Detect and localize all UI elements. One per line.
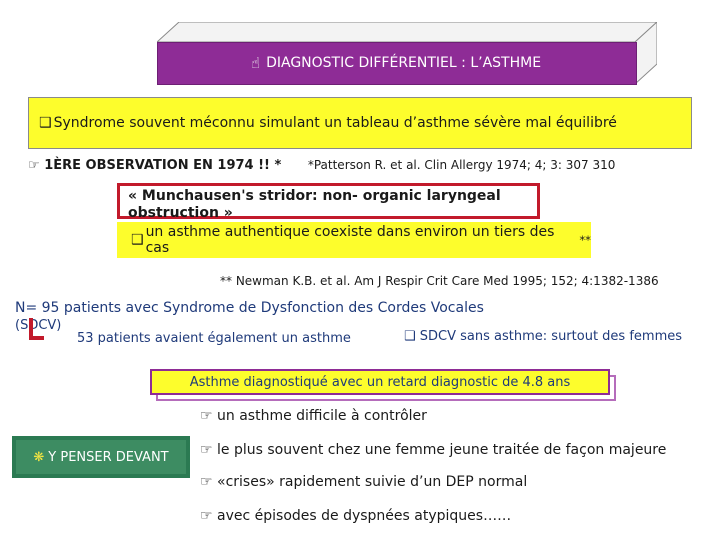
munchausen-quote-box — [117, 183, 540, 219]
title-text: DIAGNOSTIC DIFFÉRENTIEL : L’ASTHME — [266, 54, 542, 71]
title-box-side-face — [635, 22, 657, 84]
pointing-hand-icon: ☝ — [250, 53, 261, 72]
quote-text: « Munchausen's stridor: non- organic laryngeal obstruction » — [128, 188, 501, 221]
list-item — [200, 508, 511, 524]
patients-summary: N= 95 patients avec Syndrome de Dysfonction des Cordes Vocales — [15, 300, 484, 316]
pointer-icon: ☞ — [200, 442, 213, 458]
list-item — [200, 408, 427, 424]
star-icon: ❋ — [33, 449, 45, 465]
list-item-text: le plus souvent chez une femme jeune traitée de façon majeure — [217, 442, 667, 458]
footnote-mark: ** — [579, 233, 591, 247]
list-item — [200, 474, 527, 490]
pointer-icon: ☞ — [200, 408, 213, 424]
think-of-it-box — [16, 440, 186, 474]
list-item-text: un asthme difficile à contrôler — [217, 408, 427, 424]
diagnosis-delay-box — [150, 369, 610, 395]
bullet-symbol-icon: ❑ — [39, 115, 52, 131]
title-box-top-face — [157, 22, 657, 42]
bullet-symbol-icon: ❑ — [404, 329, 416, 344]
first-observation — [28, 158, 615, 173]
syndrome-text: Syndrome souvent méconnu simulant un tableau d’asthme sévère mal équilibré — [53, 115, 617, 131]
first-observation-text: 1ÈRE OBSERVATION EN 1974 !! * — [44, 158, 282, 173]
pointer-icon: ☞ — [200, 474, 213, 490]
think-of-it-text: Y PENSER DEVANT — [48, 449, 169, 465]
corner-arrow-icon — [28, 318, 44, 342]
pointer-icon: ☞ — [200, 508, 213, 524]
list-item-text: avec épisodes de dyspnées atypiques…… — [217, 508, 512, 524]
bullet-symbol-icon: ❑ — [131, 232, 144, 248]
asthma-coexists-text: un asthme authentique coexiste dans environ un tiers des cas — [145, 224, 555, 256]
newman-reference: ** Newman K.B. et al. Am J Respir Crit Care Med 1995; 152; 4:1382-1386 — [220, 274, 659, 288]
syndrome-banner — [28, 97, 692, 149]
sdcv-without-asthma — [404, 329, 682, 344]
list-item — [200, 442, 666, 458]
list-item-text: «crises» rapidement suivie d’un DEP normal — [217, 474, 528, 490]
patterson-reference: *Patterson R. et al. Clin Allergy 1974; 4; 3: 307 310 — [307, 158, 616, 172]
asthma-coexists-banner — [117, 222, 591, 258]
patients-with-asthma: 53 patients avaient également un asthme — [77, 331, 351, 346]
pointer-icon: ☞ — [28, 158, 40, 173]
sdcv-without-asthma-text: SDCV sans asthme: surtout des femmes — [419, 329, 682, 344]
page-title — [157, 42, 635, 83]
diagnosis-delay-text: Asthme diagnostiqué avec un retard diagnostic de 4.8 ans — [189, 374, 571, 390]
sdcv-abbreviation: (SDCV) — [15, 318, 62, 333]
